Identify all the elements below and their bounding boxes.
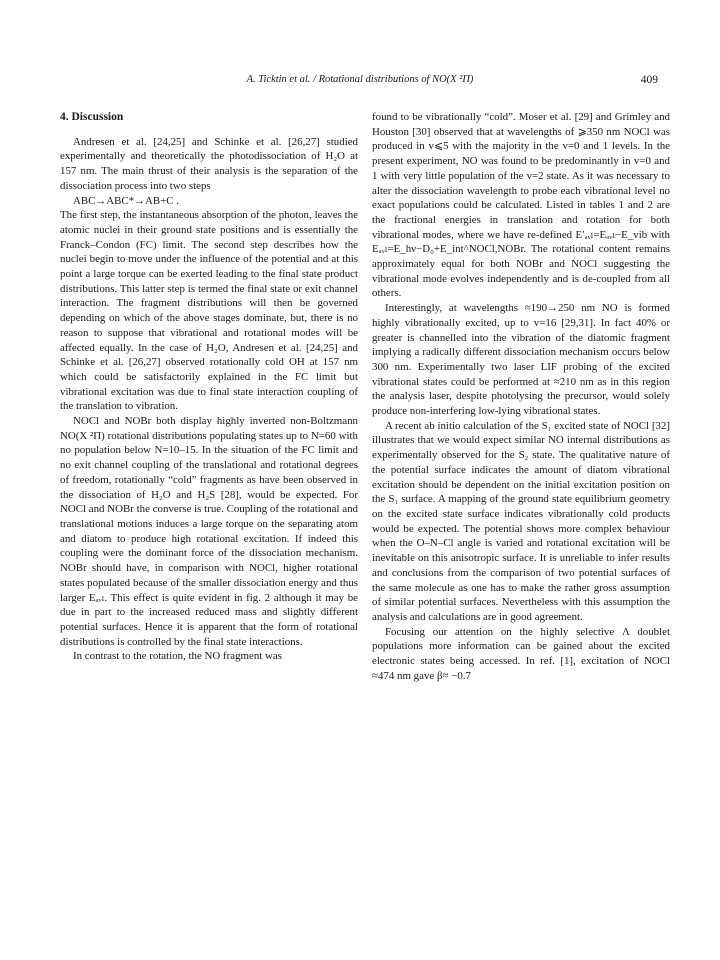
paragraph: In contrast to the rotation, the NO fragment was [73,650,282,663]
paragraph: A recent ab initio calculation of the S₁ excited state of NOCl [32] illustrates that we would expect similar NO internal distributions as experimentally observed for the S₂ state. The qualitative nature of the potential surface indicates the amount of diatom vibrational excitation should be dependent on the initial excitation position on the S₁ surface. A mapping of the ground state equilibrium geometry on the excited state surface indicates vibrationally cold products would be expected. The potential shows more complex behaviour when the O–N–Cl angle is varied and rotational excitation will be inevitable on this anisotropic surface. It is unreliable to infer results and conclusions from the comparison of two potential surfaces of the same molecule as one has to make the rather gross assumption of similar potential surfaces. Nevertheless with this assumption the analysis and calculations are in good agreement. [372,419,670,623]
paragraph: The first step, the instantaneous absorption of the photon, leaves the atomic nuclei in their ground state positions and is essentially the Franck–Condon (FC) limit. The second step describes how the nuclei begin to move under the influence of the potential and at this point a large torque can be exerted leading to the final state product distributions. This latter step is termed the final state or exit channel interaction. The fragment distributions will then be governed depending on which of the above stages dominate, but, there is no reason to suppose that vibrational and rotational modes will be affected equally. In the case of H₂O, Andresen et al. [24,25] and Schinke et al. [26,27] observed rotationally cold OH at 157 nm which could be satisfactorily explained in the FC limit but vibrational excitation was due to final state interaction coupling of the translation to vibration. [60,209,358,413]
page-number: 409 [640,74,658,86]
running-header [52,74,668,90]
paragraph: Focusing our attention on the highly selective Λ doublet populations more information can be gained about the excited electronic states being accessed. In ref. [1], excitation of NOCl ≈474 nm gave β≈ −0.7 [372,625,670,682]
equation: ABC→ABC*→AB+C . [73,194,179,207]
paragraph: Andresen et al. [24,25] and Schinke et al. [26,27] studied experimentally and theoretically the photodissociation of H₂O at 157 nm. The main thrust of their analysis is the separation of the dissociation process into two steps [60,135,358,192]
running-title: A. Ticktin et al. / Rotational distributions of NO(X ²Π) [246,74,474,85]
paragraph: NOCl and NOBr both display highly inverted non-Boltzmann NO(X ²Π) rotational distributions populating states up to N=60 with no population below N=10–15. In the situation of the FC limit and no exit channel coupling of the translational and rotational degrees of freedom, rotationally “cold” fragments as have been observed in the dissociation of H₂O and H₂S [28], would be expected. For NOCl and NOBr the converse is true. Coupling of the rotational and translational motions induces a large torque on the separating atom and diatom to produce high rotational excitation. If indeed this coupling were the dominant force of the dissociation mechanism. NOBr should have, in comparison with NOCl, higher rotational states populated because of the smaller dissociation energy and thus larger Eₐᵥₗ. This effect is quite evident in fig. 2 although it may be due in part to the increased reduced mass and slightly different potential surfaces. Hence it is apparent that the form of rotational distributions is controlled by the final state interactions. [60,415,358,648]
left-column [60,110,358,664]
section-heading: 4. Discussion [60,111,124,123]
paragraph: found to be vibrationally “cold”. Moser et al. [29] and Grimley and Houston [30] observed that at wavelengths of ⩾350 nm NOCl was produced in v⩽5 with the majority in the v=0 and 1 levels. In the present experiment, NO was found to be predominantly in v=0 and 1 with very little population of the v=2 state. As it was necessary to alter the dissociation wavelength to probe each vibrational level no exact populations could be calculated. Listed in tables 1 and 2 are the fractional energies in translation and rotation for both vibrational modes, where we have re-defined E′ₐᵥₗ=Eₐᵥₗ−E_vib with Eₐᵥₗ=E_hν−D₀+E_int^NOCl,NOBr. The rotational content remains approximately equal for both NOBr and NOCl suggesting the vibrational mode evolves independently and is de-coupled from all others. [372,111,670,300]
paragraph: Interestingly, at wavelengths ≈190→250 nm NO is formed highly vibrationally excited, up to v=16 [29,31]. In fact 40% or greater is channelled into the vibration of the diatomic fragment implying a radically different dissociation mechanism occurs below 300 nm. Experimentally two laser LIF probing of the excited vibrational states could be performed at ≈210 nm as in this region the analysis laser, despite photolysing the precursor, would solely produce non-interfering low-lying vibrational states. [372,302,670,418]
right-column [372,110,670,683]
